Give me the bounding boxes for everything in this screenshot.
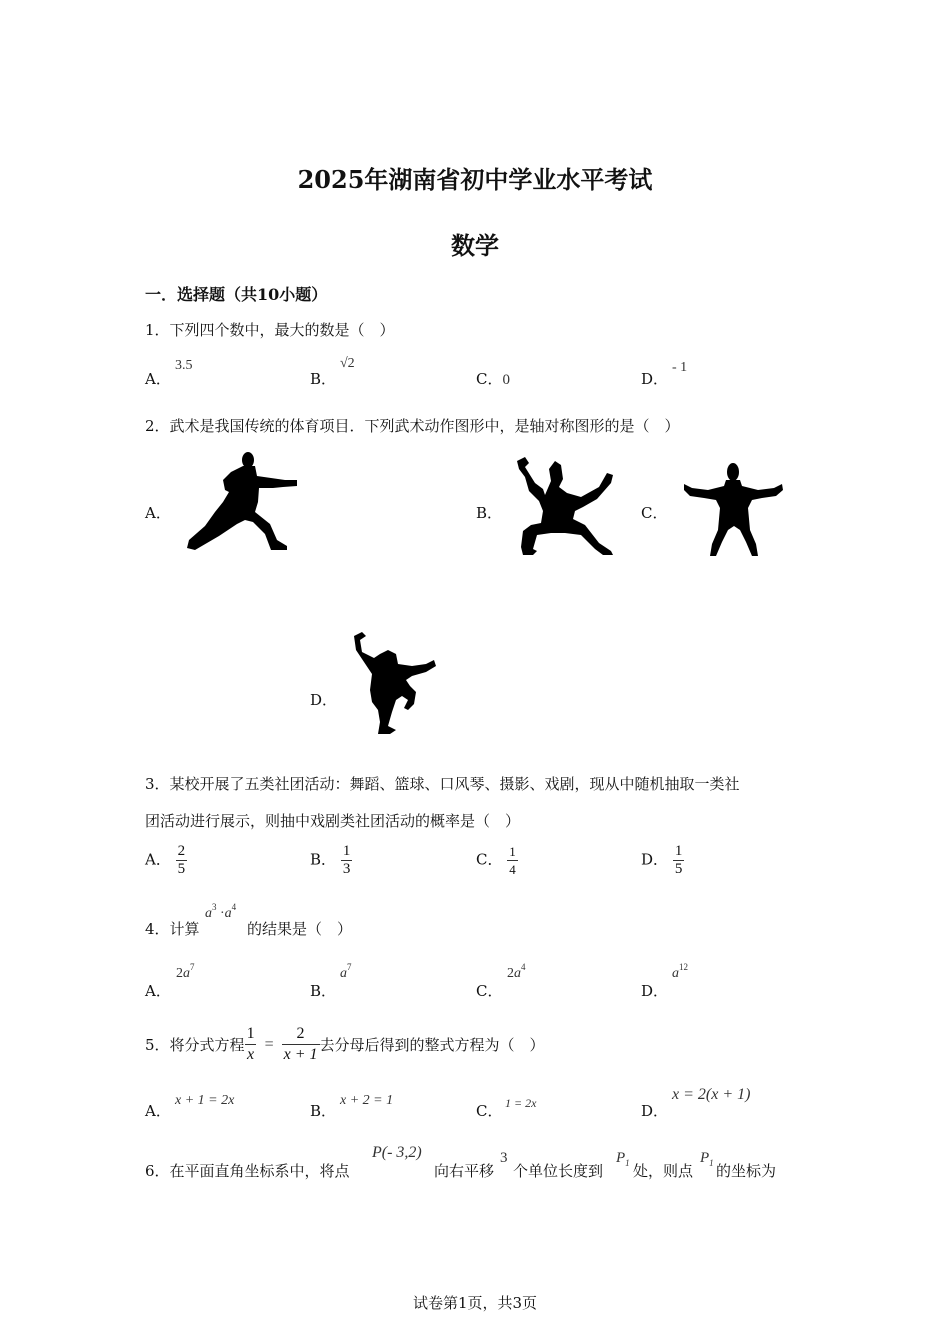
- option-label: B．: [310, 850, 337, 869]
- numerator: 2: [296, 1025, 305, 1042]
- exponent: 3: [212, 902, 217, 912]
- question-stem-line1: [145, 773, 740, 794]
- option-label: C．: [476, 850, 503, 869]
- denominator: x + 1: [283, 1046, 318, 1063]
- fraction: [176, 843, 188, 878]
- option-b: [310, 368, 336, 389]
- martial-arts-figure-c-icon: [682, 460, 784, 558]
- numerator: 1: [674, 843, 683, 859]
- denominator: x: [247, 1046, 255, 1063]
- exponent: 12: [679, 962, 688, 972]
- option-d-value: - 1: [672, 360, 688, 375]
- question-text-part1: 在平面直角坐标系中，将点: [169, 1162, 350, 1180]
- base: a: [340, 966, 347, 981]
- exponent: 4: [521, 962, 526, 972]
- question-stem-line2: 团活动进行展示，则抽中戏剧类社团活动的概率是（ ）: [145, 812, 521, 830]
- question-text-part3: 个单位长度到: [513, 1162, 604, 1180]
- option-a-label: A．: [145, 982, 171, 1000]
- base: P: [700, 1150, 710, 1166]
- question-stem: [145, 415, 680, 436]
- question-text-suffix: 的结果是（ ）: [247, 920, 353, 938]
- lhs-fraction: [245, 1024, 257, 1065]
- option-a-value: x + 1 = 2x: [175, 1093, 235, 1108]
- martial-arts-figure-a-icon: [185, 450, 300, 552]
- option-label: C．: [476, 370, 503, 388]
- base: a: [224, 906, 232, 921]
- question-text: 某校开展了五类社团活动：舞蹈、篮球、口风琴、摄影、戏剧，现从中随机抽取一类社: [169, 775, 740, 793]
- option-a-label: A．: [145, 504, 171, 522]
- option-value: 0: [502, 372, 510, 388]
- question-text-prefix: 计算: [169, 920, 200, 938]
- exponent: 7: [347, 962, 352, 972]
- question-number: 3．: [145, 775, 170, 793]
- option-b-label: B．: [476, 504, 503, 522]
- question-text-part5: 的坐标为: [716, 1162, 777, 1180]
- numerator: 1: [342, 843, 351, 859]
- option-c: [476, 843, 518, 878]
- option-b-value: √2: [340, 356, 355, 371]
- question-number: 6．: [145, 1162, 170, 1180]
- option-d: [641, 843, 684, 878]
- fraction: [507, 843, 518, 878]
- subscript: 1: [625, 1158, 630, 1168]
- base: a: [672, 966, 679, 981]
- denominator: 5: [177, 861, 186, 877]
- rhs-fraction: [282, 1024, 320, 1065]
- base: a: [205, 906, 212, 921]
- base: a: [514, 966, 521, 981]
- question-stem: [145, 1024, 545, 1065]
- option-c: [476, 368, 510, 389]
- denominator: 3: [342, 861, 351, 877]
- coefficient: 2: [507, 966, 514, 981]
- exponent: 4: [231, 902, 237, 912]
- option-a-label: A．: [145, 1102, 171, 1120]
- question-stem: [145, 918, 200, 939]
- base: a: [183, 966, 190, 981]
- question-number: 1．: [145, 321, 170, 339]
- option-label: A．: [145, 850, 171, 869]
- option-d-label: D．: [641, 982, 669, 1000]
- base: P: [616, 1150, 626, 1166]
- subject-title: 数学: [451, 231, 499, 260]
- fraction: [673, 843, 685, 878]
- question-text-part2: [434, 1160, 494, 1181]
- question-number: 5．: [145, 1036, 170, 1054]
- option-a: [145, 368, 171, 389]
- equals-sign: =: [264, 1035, 274, 1053]
- martial-arts-figure-b-icon: [515, 455, 620, 557]
- question-stem: [145, 1160, 350, 1181]
- option-a-value: 3.5: [175, 358, 193, 373]
- option-b-label: B．: [310, 1102, 337, 1120]
- denominator: 5: [674, 861, 683, 877]
- question-text-part4: 处，则点: [633, 1162, 694, 1180]
- option-a-value: [176, 962, 195, 982]
- page-footer: 试卷第1页，共3页: [412, 1294, 538, 1312]
- expression-a3-a4: [205, 902, 237, 922]
- numerator: 1: [509, 844, 516, 859]
- option-label: D．: [641, 370, 669, 388]
- subscript: 1: [709, 1158, 714, 1168]
- numerator: 1: [246, 1025, 255, 1042]
- option-a: [145, 843, 187, 878]
- option-d-label: D．: [310, 691, 338, 709]
- option-c-label: C．: [641, 504, 668, 522]
- point-p1-ref: [700, 1150, 714, 1167]
- option-d-value: [672, 962, 688, 982]
- option-b: [310, 843, 352, 878]
- numerator: 2: [177, 843, 186, 859]
- option-label: B．: [310, 370, 337, 388]
- point-p1: [616, 1150, 630, 1167]
- question-number: 4．: [145, 920, 170, 938]
- denominator: 4: [509, 862, 516, 877]
- option-b-value: [340, 962, 352, 982]
- option-c-value: 1 = 2x: [505, 1096, 537, 1110]
- fraction: [341, 843, 353, 878]
- option-d: [641, 368, 668, 389]
- exam-title: 2025年湖南省初中学业水平考试: [297, 165, 653, 194]
- option-c-value: [507, 962, 526, 982]
- option-label: A．: [145, 370, 171, 388]
- option-label: D．: [641, 850, 669, 869]
- martial-arts-figure-d-icon: [350, 630, 440, 735]
- coefficient: 2: [176, 966, 183, 981]
- option-b-label: B．: [310, 982, 337, 1000]
- section-heading: 一．选择题（共10小题）: [145, 285, 328, 304]
- exponent: 7: [190, 962, 195, 972]
- question-number: 2．: [145, 417, 170, 435]
- option-d-value: x = 2(x + 1): [672, 1086, 751, 1103]
- question-text: 下列四个数中，最大的数是（ ）: [169, 321, 395, 339]
- text: 向右平移: [434, 1162, 495, 1180]
- question-text-prefix: 将分式方程: [169, 1036, 245, 1054]
- question-stem: [145, 319, 395, 340]
- option-c-label: C．: [476, 1102, 503, 1120]
- shift-amount: 3: [500, 1150, 508, 1166]
- question-text-suffix: 去分母后得到的整式方程为（ ）: [319, 1036, 545, 1054]
- option-c-label: C．: [476, 982, 503, 1000]
- option-b-value: x + 2 = 1: [340, 1093, 394, 1108]
- point-p: P(- 3,2): [372, 1144, 422, 1161]
- question-text: 武术是我国传统的体育项目．下列武术动作图形中，是轴对称图形的是（ ）: [169, 417, 680, 435]
- option-d-label: D．: [641, 1102, 669, 1120]
- dot-operator: ·: [220, 906, 225, 921]
